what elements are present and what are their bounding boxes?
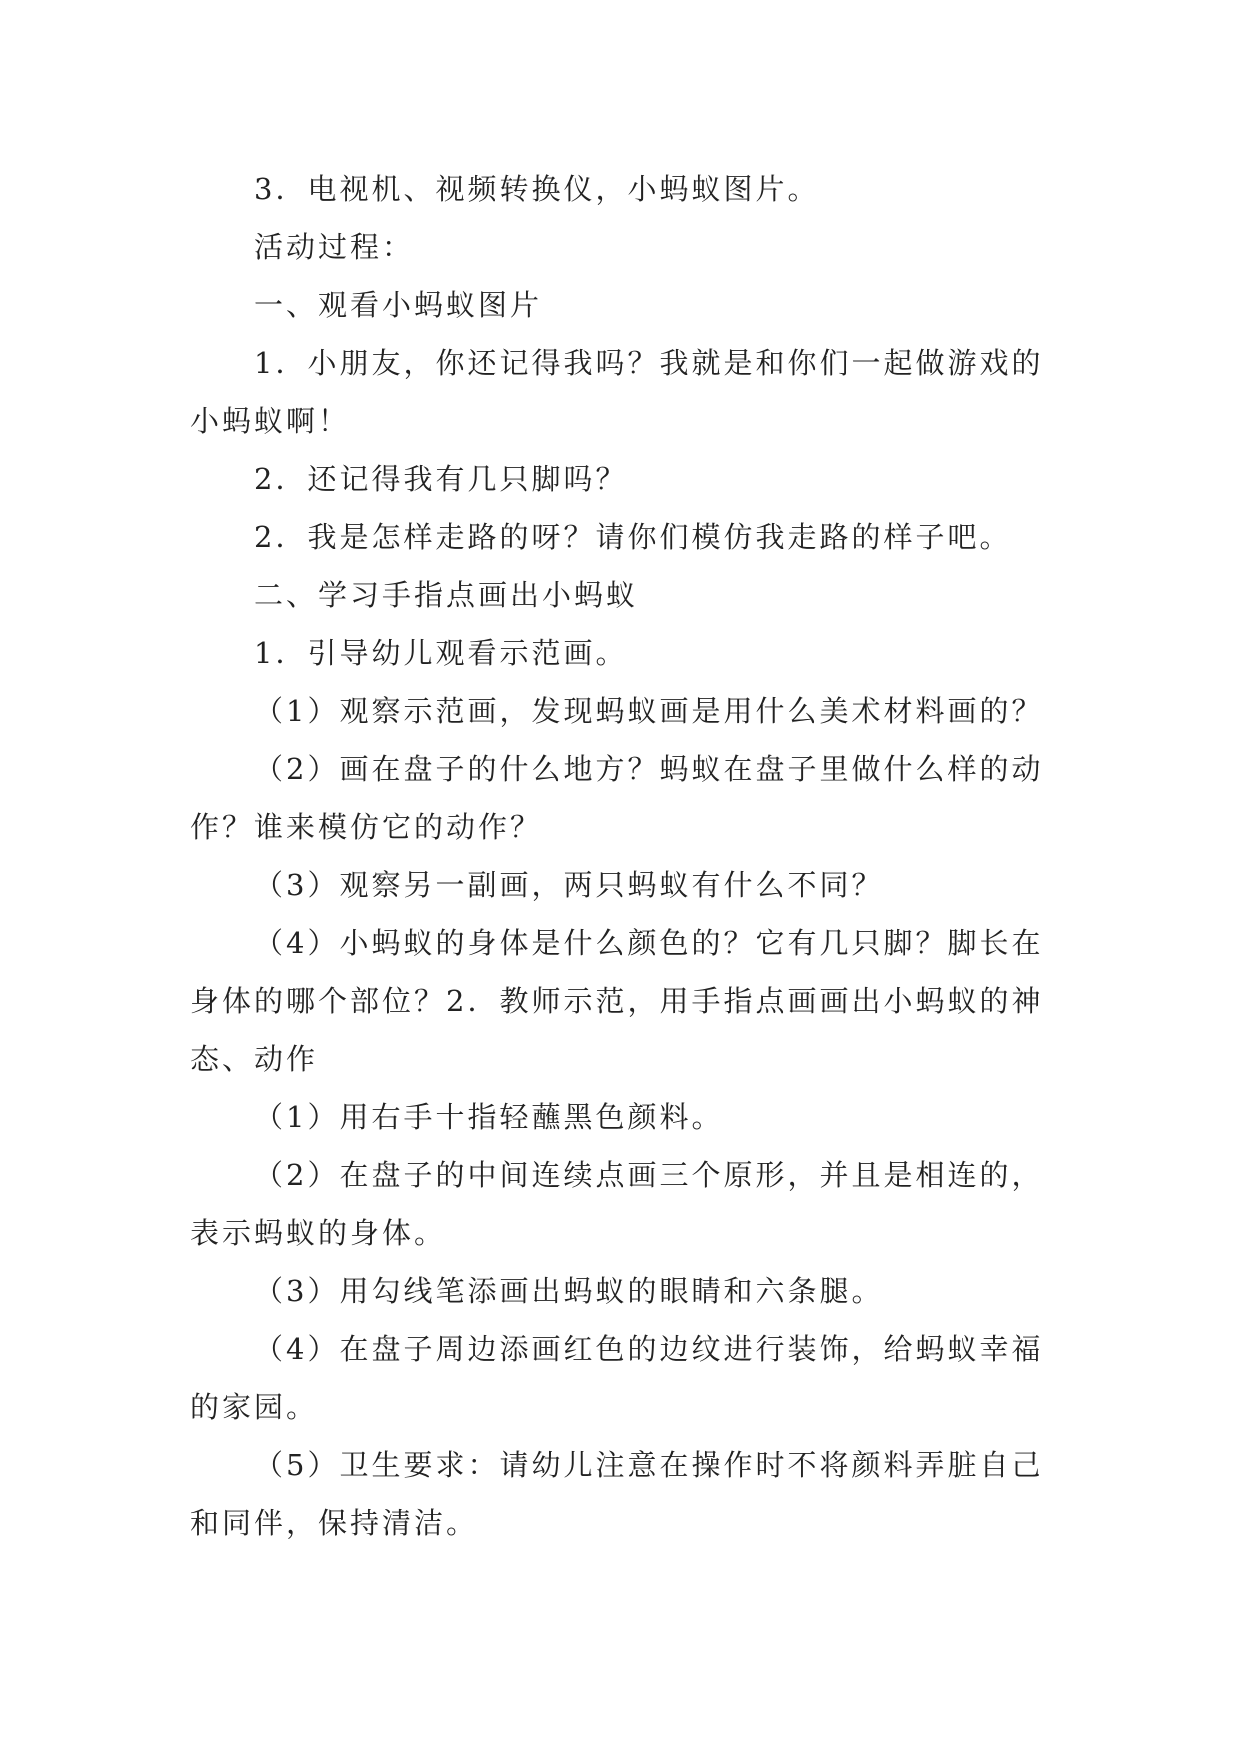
paragraph-demo-1: （1）用右手十指轻蘸黑色颜料。 xyxy=(254,1100,724,1134)
paragraph-demo-4: （4）在盘子周边添画红色的边纹进行装饰，给蚂蚁幸福的家园。 xyxy=(190,1332,1044,1424)
paragraph-observe-1: （1）观察示范画，发现蚂蚁画是用什么美术材料画的？ xyxy=(254,694,1044,728)
paragraph-greeting: 1．小朋友，你还记得我吗？我就是和你们一起做游戏的小蚂蚁啊！ xyxy=(190,346,1044,438)
document-body xyxy=(190,160,1070,1552)
paragraph-demo-3: （3）用勾线笔添画出蚂蚁的眼睛和六条腿。 xyxy=(254,1274,884,1308)
paragraph-observe-4: （4）小蚂蚁的身体是什么颜色的？它有几只脚？脚长在身体的哪个部位？2．教师示范，用手指点画画出小蚂蚁的神态、动作 xyxy=(190,926,1044,1076)
paragraph-demo-2: （2）在盘子的中间连续点画三个原形，并且是相连的，表示蚂蚁的身体。 xyxy=(190,1158,1044,1250)
paragraph-guide-observe: 1．引导幼儿观看示范画。 xyxy=(254,636,628,670)
paragraph-observe-2: （2）画在盘子的什么地方？蚂蚁在盘子里做什么样的动作？谁来模仿它的动作？ xyxy=(190,752,1044,844)
paragraph-activity-process: 活动过程： xyxy=(254,230,415,264)
paragraph-question-walk: 2．我是怎样走路的呀？请你们模仿我走路的样子吧。 xyxy=(254,520,1012,554)
section-heading-2: 二、学习手指点画出小蚂蚁 xyxy=(254,578,639,612)
paragraph-materials: 3．电视机、视频转换仪，小蚂蚁图片。 xyxy=(254,172,820,206)
paragraph-demo-5: （5）卫生要求：请幼儿注意在操作时不将颜料弄脏自己和同伴，保持清洁。 xyxy=(190,1448,1044,1540)
paragraph-question-feet: 2．还记得我有几只脚吗？ xyxy=(254,462,628,496)
section-heading-1: 一、观看小蚂蚁图片 xyxy=(254,288,543,322)
paragraph-observe-3: （3）观察另一副画，两只蚂蚁有什么不同？ xyxy=(254,868,884,902)
